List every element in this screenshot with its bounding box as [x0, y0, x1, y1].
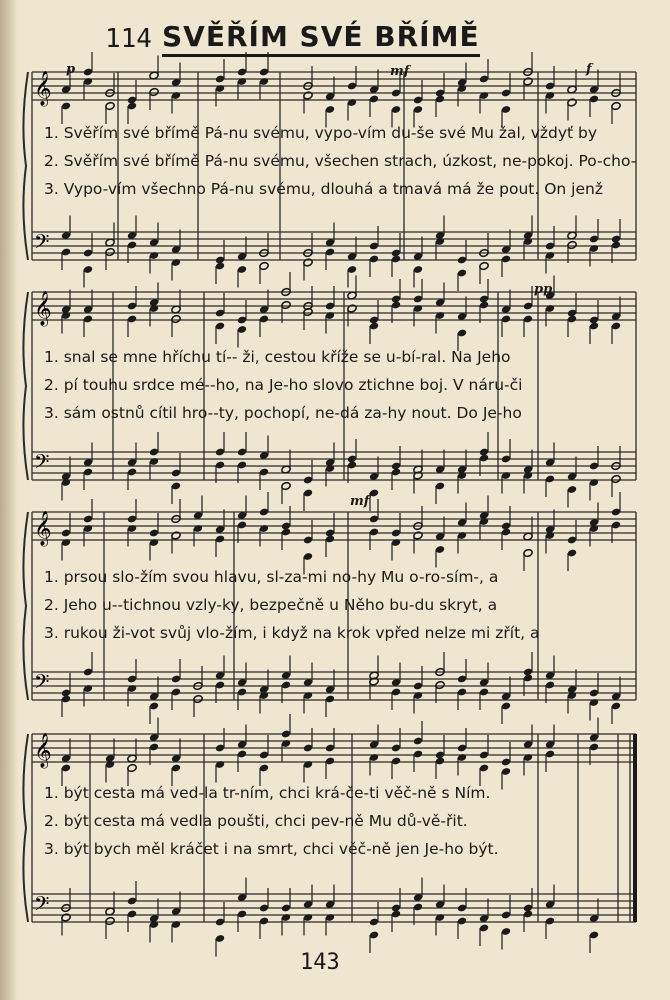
music-system-2: [18, 282, 644, 492]
dynamic-marking: f: [586, 62, 592, 77]
lyric-verse-3: 3. rukou ži-vot svůj vlo-žím, i když na krok vpřed nelze mi zřít, a: [44, 624, 540, 642]
bass-clef: 𝄢: [34, 450, 50, 478]
system-brace: [23, 292, 28, 480]
lyric-verse-3: 3. Vypo-vím všechno Pá-nu svému, dlouhá a tmavá má že pout. On jenž: [44, 180, 603, 198]
hymn-header: [0, 18, 670, 58]
page-number: 143: [300, 950, 340, 975]
bass-clef: 𝄢: [34, 892, 50, 920]
dynamic-marking: mf: [350, 494, 370, 509]
music-system-3: [18, 494, 644, 712]
treble-clef: 𝄞: [34, 71, 52, 106]
system-brace: [23, 72, 28, 260]
system-brace: [23, 734, 28, 922]
lyric-verse-3: 3. sám ostnů cítil hro--ty, pochopí, ne-dá za-hy nout. Do Je-ho: [44, 404, 522, 422]
music-system-4: [18, 724, 644, 934]
hymn-number: 114: [105, 24, 152, 54]
treble-clef: 𝄞: [34, 511, 52, 546]
dynamic-marking: pp: [534, 282, 553, 297]
treble-clef: 𝄞: [34, 733, 52, 768]
lyric-verse-1: 1. Svěřím své břímě Pá-nu svému, vypo-vím du-še své Mu žal, vždyť by: [44, 124, 598, 142]
lyric-verse-3: 3. být bych měl kráčet i na smrt, chci věč-ně jen Je-ho být.: [44, 840, 499, 858]
lyric-verse-2: 2. Svěřím své břímě Pá-nu svému, všechen strach, úzkost, ne-pokoj. Po-cho-: [44, 152, 637, 170]
bass-clef: 𝄢: [34, 670, 50, 698]
lyric-verse-2: 2. být cesta má vedla poušti, chci pev-ně Mu dů-vě-řit.: [44, 812, 468, 830]
page-binding-edge: [0, 0, 18, 1000]
bass-clef: 𝄢: [34, 230, 50, 258]
lyric-verse-1: 1. prsou slo-žím svou hlavu, sl-za-mi no-hy Mu o-ro-sím-, a: [44, 568, 499, 586]
system-brace: [23, 512, 28, 700]
music-system-1: [18, 62, 644, 272]
final-barline-thick: [633, 734, 637, 922]
treble-clef: 𝄞: [34, 291, 52, 326]
dynamic-marking: p: [66, 62, 76, 77]
dynamic-marking: mf: [390, 64, 410, 79]
hymn-title: SVĚŘÍM SVÉ BŘÍMĚ: [162, 20, 480, 57]
lyric-verse-1: 1. snal se mne hříchu tí-- ži, cestou kříže se u-bí-ral. Na Jeho: [44, 348, 511, 366]
lyric-verse-2: 2. pí touhu srdce mé--ho, na Je-ho slovo ztichne boj. V náru-či: [44, 376, 523, 394]
lyric-verse-1: 1. být cesta má ved-la tr-ním, chci krá-če-ti věč-ně s Ním.: [44, 784, 491, 802]
lyric-verse-2: 2. Jeho u--tichnou vzly-ky, bezpečně u Něho bu-du skryt, a: [44, 596, 498, 614]
